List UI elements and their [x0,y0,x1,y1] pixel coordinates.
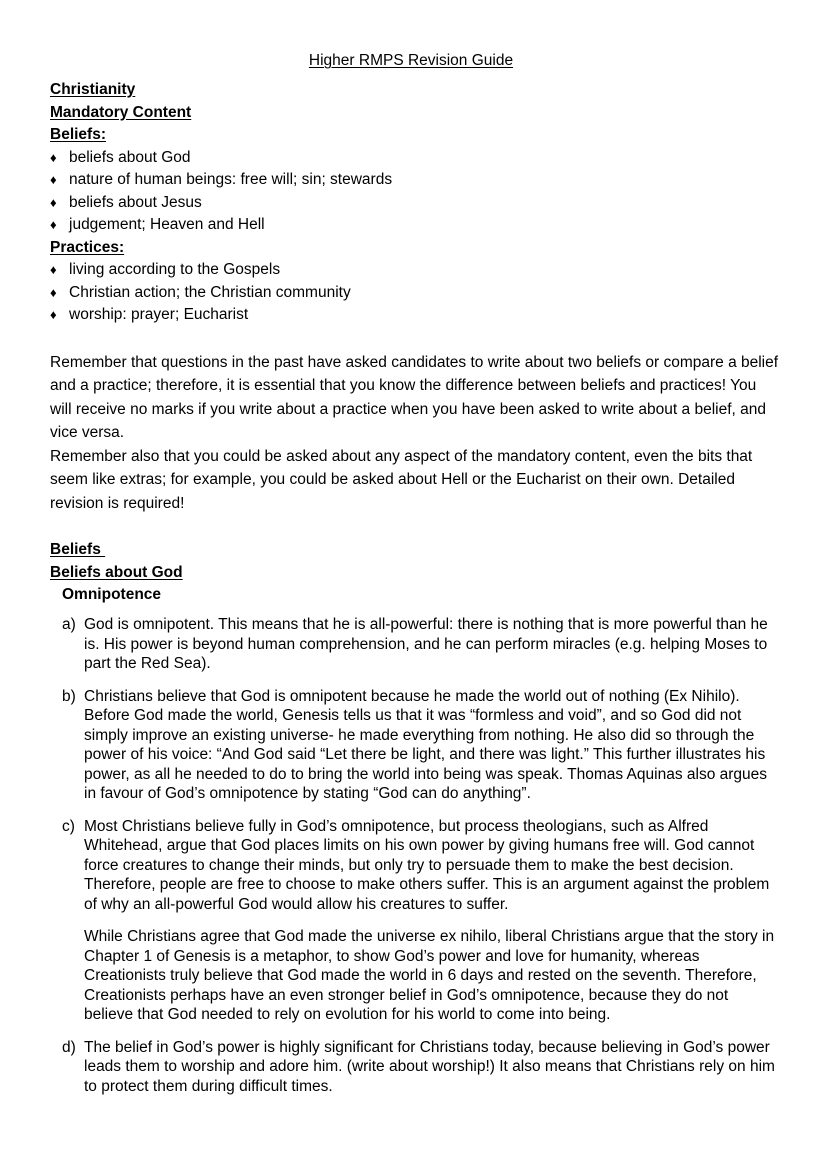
diamond-bullet-icon: ♦ [50,307,57,322]
list-item-marker: d) [62,1038,76,1056]
heading-mandatory-content [50,102,780,125]
list-item [50,192,780,215]
list-item-label: beliefs about Jesus [69,193,202,211]
heading-mandatory-content-text: Mandatory Content [50,103,192,121]
practices-bullet-list [50,259,780,327]
heading-omnipotence: Omnipotence [62,586,162,603]
heading-christianity-text: Christianity [50,81,136,98]
list-item-marker: c) [62,817,75,835]
list-item-continuation-text: While Christians agree that God made the universe ex nihilo, liberal Christians argue that the story in Chapter 1 of Genesis is a metaphor, to show God’s power and love for humanity, whereas Creationists truly believe that God made the world in 6 days and rested on the seventh. Therefore, Creationists perhaps have an even stronger belief in God’s omnipotence, because they do not believe that God needed to rely on evolution for his world to come into being. [84,928,775,1023]
heading-beliefs-label [50,124,780,147]
diamond-bullet-icon: ♦ [50,194,57,210]
list-item-text: The belief in God’s power is highly significant for Christians today, because believing in God’s power leads them to worship and adore him. (write about worship!) It also means that Christians rely on him to protect them during difficult times. [84,1038,775,1095]
heading-practices-label [50,237,780,260]
list-item-text: God is omnipotent. This means that he is all-powerful: there is nothing that is more powerful than he is. His power is beyond human comprehension, and he can perform miracles (e.g. helping Moses to part the Red Sea). [84,616,768,672]
heading-beliefs-about-god [50,562,780,585]
spacer [50,515,780,539]
list-item-label: living according to the Gospels [69,261,281,278]
heading-beliefs-about-god-text: Beliefs about God [50,563,183,581]
list-item-marker: b) [62,687,76,705]
diamond-bullet-icon: ♦ [50,149,57,165]
list-item [50,169,780,192]
list-item-text: Christians believe that God is omnipotent because he made the world out of nothing (Ex Nihilo). Before God made the world, Genesis tells us that it was “formless and void”, and so God did not simply improve an existing universe- he made everything from nothing. He also did so through the power of his voice: “And God said “Let there be light, and there was light.” This further illustrates his power, as all he needed to do to bring the world into being was speak. Thomas Aquinas also argues in favour of God’s omnipotence by stating “God can do anything”. [84,687,768,802]
list-item [50,304,780,327]
list-item-label: beliefs about God [69,148,191,166]
heading-beliefs-section [50,539,780,562]
omnipotence-lettered-list [50,615,780,1096]
list-item [62,1038,780,1097]
diamond-bullet-icon: ♦ [50,172,57,187]
list-item-label: Christian action; the Christian community [69,283,351,301]
beliefs-bullet-list [50,147,780,237]
document-title [50,50,780,72]
list-item [50,214,780,237]
list-item-marker: a) [62,616,76,633]
list-item-label: worship: prayer; Eucharist [69,306,249,323]
note-paragraph-1: Remember that questions in the past have asked candidates to write about two beliefs or compare a belief and a practice; therefore, it is essential that you know the difference between beliefs and practices! You will receive no marks if you write about a practice when you have been asked to write about a belief, and vice versa. [50,353,779,441]
diamond-bullet-icon: ♦ [50,284,57,300]
list-item [50,259,780,282]
document-title-text: Higher RMPS Revision Guide [308,52,514,69]
list-item-label: nature of human beings: free will; sin; stewards [69,171,393,188]
heading-beliefs-section-text: Beliefs [50,541,106,558]
diamond-bullet-icon: ♦ [50,262,57,277]
spacer [50,606,780,615]
list-item-label: judgement; Heaven and Hell [69,216,265,233]
list-item [62,687,780,804]
list-item [62,817,780,1025]
heading-christianity [50,79,780,102]
document-body [50,50,780,1109]
list-item [50,147,780,170]
list-item [62,615,780,674]
heading-practices-label-text: Practices: [50,238,125,256]
diamond-bullet-icon: ♦ [50,217,57,232]
spacer [50,327,780,351]
list-item [50,282,780,305]
list-item-text: Most Christians believe fully in God’s omnipotence, but process theologians, such as Alfred Whitehead, argue that God places limits on his own power by giving humans free will. God cannot force creatures to change their minds, but only try to persuade them to make the best decision. Therefore, people are free to choose to make others suffer. This is an argument against the problem of why an all-powerful God would allow his creatures to suffer. [84,817,770,913]
note-paragraph-2: Remember also that you could be asked about any aspect of the mandatory content, even the bits that seem like extras; for example, you could be asked about Hell or the Eucharist on their own. Detailed revision is required! [50,447,753,512]
heading-beliefs-label-text: Beliefs: [50,126,106,143]
